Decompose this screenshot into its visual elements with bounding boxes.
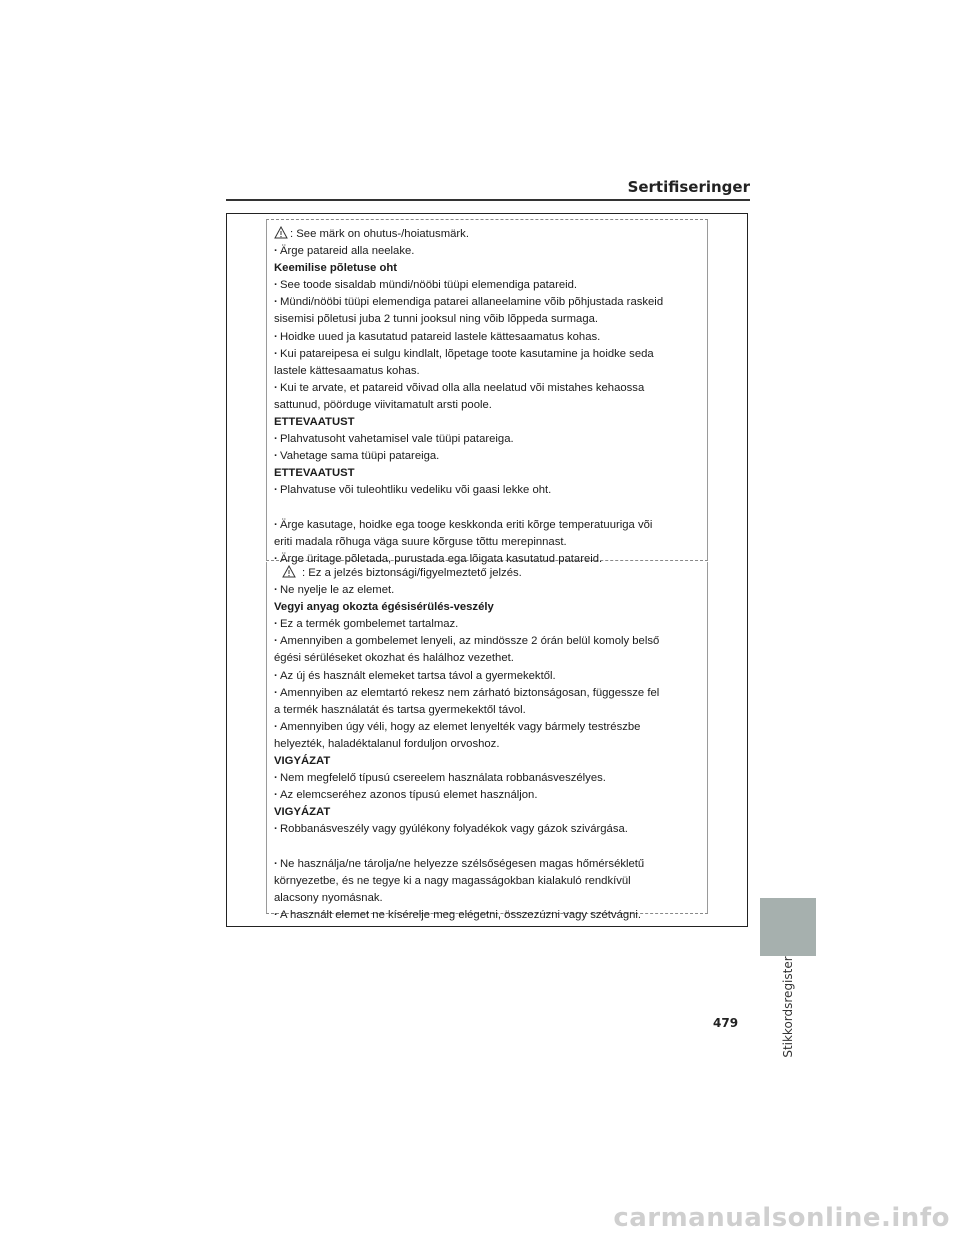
list-item: · Kui te arvate, et patareid võivad olla alla neelatud või mistahes kehaossa: [274, 380, 706, 397]
list-item-continuation: lastele kättesaamatus kohas.: [274, 364, 420, 377]
list-item-continuation: helyezték, haladéktalanul forduljon orvoshoz.: [274, 737, 500, 750]
list-item: · Vahetage sama tüüpi patareiga.: [274, 448, 706, 465]
list-item-continuation: égési sérüléseket okozhat és halálhoz vezethet.: [274, 652, 514, 665]
list-item: · Mündi/nööbi tüüpi elemendiga patarei allaneelamine võib põhjustada raskeid: [274, 294, 706, 311]
warning-line: [274, 226, 706, 243]
section-heading: VIGYÁZAT: [274, 755, 331, 768]
list-item: · Ärge kasutage, hoidke ega tooge keskkonda eriti kõrge temperatuuriga või: [274, 517, 706, 534]
page-section-title: Sertifiseringer: [627, 178, 750, 196]
list-item-continuation: környezetbe, és ne tegye ki a nagy magasságokban kialakuló rendkívül: [274, 874, 631, 887]
list-item: · Plahvatuse või tuleohtliku vedeliku või gaasi lekke oht.: [274, 482, 706, 499]
list-item: · Hoidke uued ja kasutatud patareid lastele kättesaamatus kohas.: [274, 329, 706, 346]
list-item-continuation: eriti madala rõhuga väga suure kõrguse tõttu merepinnast.: [274, 535, 567, 548]
list-item: · Ne használja/ne tárolja/ne helyezze szélsőségesen magas hőmérsékletű: [274, 856, 706, 873]
section-tab[interactable]: [760, 898, 816, 956]
list-item: · Az új és használt elemeket tartsa távol a gyermekektől.: [274, 668, 706, 685]
list-item: · Nem megfelelő típusú csereelem használata robbanásveszélyes.: [274, 770, 706, 787]
section-heading: VIGYÁZAT: [274, 806, 331, 819]
section-heading: Vegyi anyag okozta égésisérülés-veszély: [274, 601, 494, 614]
list-item: · Ärge üritage põletada, purustada ega lõigata kasutatud patareid.: [274, 551, 706, 568]
section-tab-label: Stikkordsregister: [781, 956, 795, 1058]
list-item: · Amennyiben az elemtartó rekesz nem zárható biztonságosan, függessze fel: [274, 685, 706, 702]
list-item: · Plahvatusoht vahetamisel vale tüüpi patareiga.: [274, 431, 706, 448]
warning-text: : See märk on ohutus-/hoiatusmärk.: [290, 228, 469, 240]
list-item: · Ärge patareid alla neelake.: [274, 243, 706, 260]
estonian-notice: [274, 226, 706, 568]
list-item-continuation: sattunud, pöörduge viivitamatult arsti poole.: [274, 398, 492, 411]
list-item: · Az elemcseréhez azonos típusú elemet használjon.: [274, 787, 706, 804]
list-item: · Ne nyelje le az elemet.: [274, 582, 706, 599]
header-rule: [226, 199, 750, 201]
list-item: · Amennyiben úgy véli, hogy az elemet lenyelték vagy bármely testrészbe: [274, 719, 706, 736]
warning-text: : Ez a jelzés biztonsági/figyelmeztető jelzés.: [302, 567, 522, 579]
list-item: · Kui patareipesa ei sulgu kindlalt, lõpetage toote kasutamine ja hoidke seda: [274, 346, 706, 363]
list-item-continuation: alacsony nyomásnak.: [274, 891, 383, 904]
list-item-continuation: sisemisi põletusi juba 2 tunni jooksul ning võib lõppeda surmaga.: [274, 313, 599, 326]
list-item: · Robbanásveszély vagy gyúlékony folyadékok vagy gázok szivárgása.: [274, 821, 706, 838]
list-item-continuation: a termék használatát és tartsa gyermekektől távol.: [274, 703, 526, 716]
watermark: carmanualsonline.info: [613, 1203, 950, 1233]
spacer: [274, 839, 706, 856]
list-item: · See toode sisaldab mündi/nööbi tüüpi elemendiga patareid.: [274, 277, 706, 294]
warning-triangle-icon: [282, 565, 296, 578]
section-heading: ETTEVAATUST: [274, 467, 355, 480]
list-item: · Amennyiben a gombelemet lenyeli, az mindössze 2 órán belül komoly belső: [274, 633, 706, 650]
warning-triangle-icon: [274, 226, 288, 239]
warning-line: [274, 565, 706, 582]
section-heading: ETTEVAATUST: [274, 416, 355, 429]
list-item: · A használt elemet ne kísérelje meg elégetni, összezúzni vagy szétvágni.: [274, 907, 706, 924]
list-item: · Ez a termék gombelemet tartalmaz.: [274, 616, 706, 633]
page-number: 479: [713, 1016, 739, 1030]
spacer: [274, 500, 706, 517]
section-heading: Keemilise põletuse oht: [274, 262, 398, 275]
hungarian-notice: [274, 565, 706, 924]
